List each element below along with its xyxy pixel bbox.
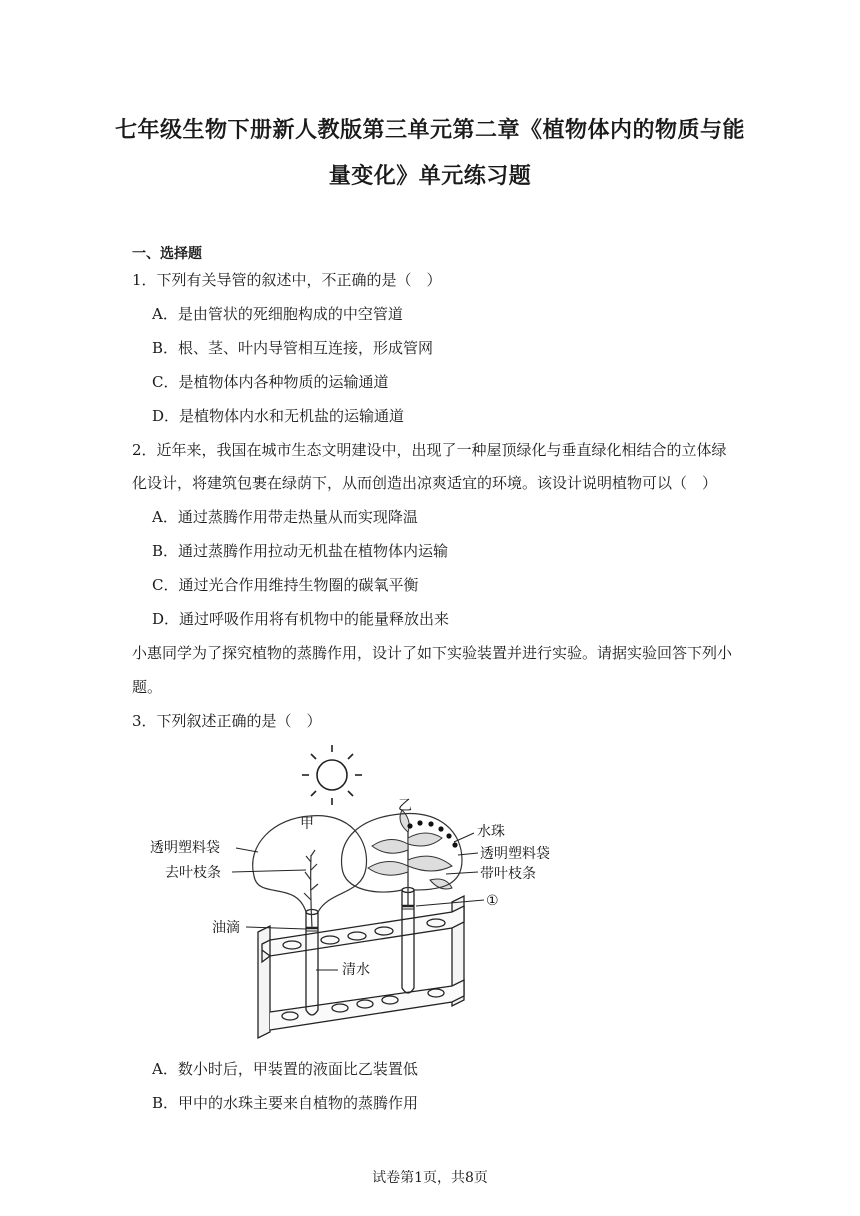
question-2-stem-line1: 2．近年来，我国在城市生态文明建设中，出现了一种屋顶绿化与垂直绿化相结合的立体绿	[132, 441, 727, 459]
question-3-option-a: A．数小时后，甲装置的液面比乙装置低	[152, 1060, 418, 1078]
sun-icon	[302, 745, 362, 805]
question-3-option-b: B．甲中的水珠主要来自植物的蒸腾作用	[152, 1094, 419, 1112]
label-bag-left: 透明塑料袋	[150, 840, 220, 856]
question-3-stem: 3．下列叙述正确的是（ ）	[132, 712, 322, 730]
label-marker: ①	[486, 893, 499, 909]
page-title-line2: 量变化》单元练习题	[328, 164, 532, 189]
section-heading: 一、选择题	[132, 246, 202, 262]
label-yi: 乙	[398, 798, 412, 814]
question-1-stem: 1．下列有关导管的叙述中，不正确的是（ ）	[132, 271, 442, 289]
question-2-option-c: C．通过光合作用维持生物圈的碳氧平衡	[152, 576, 419, 594]
intro-line1: 小惠同学为了探究植物的蒸腾作用，设计了如下实验装置并进行实验。请据实验回答下列小	[132, 644, 733, 662]
label-droplets: 水珠	[477, 824, 505, 840]
label-water: 清水	[342, 962, 370, 978]
question-1-option-c: C．是植物体内各种物质的运输通道	[152, 373, 389, 391]
question-2-option-a: A．通过蒸腾作用带走热量从而实现降温	[152, 508, 418, 526]
question-1-option-d: D．是植物体内水和无机盐的运输通道	[152, 407, 405, 425]
question-2-option-d: D．通过呼吸作用将有机物中的能量释放出来	[152, 610, 450, 628]
label-branch-noleaf: 去叶枝条	[165, 865, 221, 881]
page-title-line1: 七年级生物下册新人教版第三单元第二章《植物体内的物质与能	[114, 118, 745, 143]
page-footer: 试卷第1页，共8页	[372, 1170, 488, 1186]
question-1-option-b: B．根、茎、叶内导管相互连接，形成管网	[152, 339, 434, 357]
label-jia: 甲	[300, 816, 314, 832]
intro-line2: 题。	[132, 678, 163, 696]
question-2-stem-line2: 化设计，将建筑包裹在绿荫下，从而创造出凉爽适宜的环境。该设计说明植物可以（ ）	[132, 474, 718, 492]
label-branch-leaf: 带叶枝条	[480, 866, 536, 882]
label-oil: 油滴	[212, 920, 240, 936]
question-1-option-a: A．是由管状的死细胞构成的中空管道	[152, 305, 403, 323]
question-2-option-b: B．通过蒸腾作用拉动无机盐在植物体内运输	[152, 542, 449, 560]
label-bag-right: 透明塑料袋	[480, 846, 550, 862]
